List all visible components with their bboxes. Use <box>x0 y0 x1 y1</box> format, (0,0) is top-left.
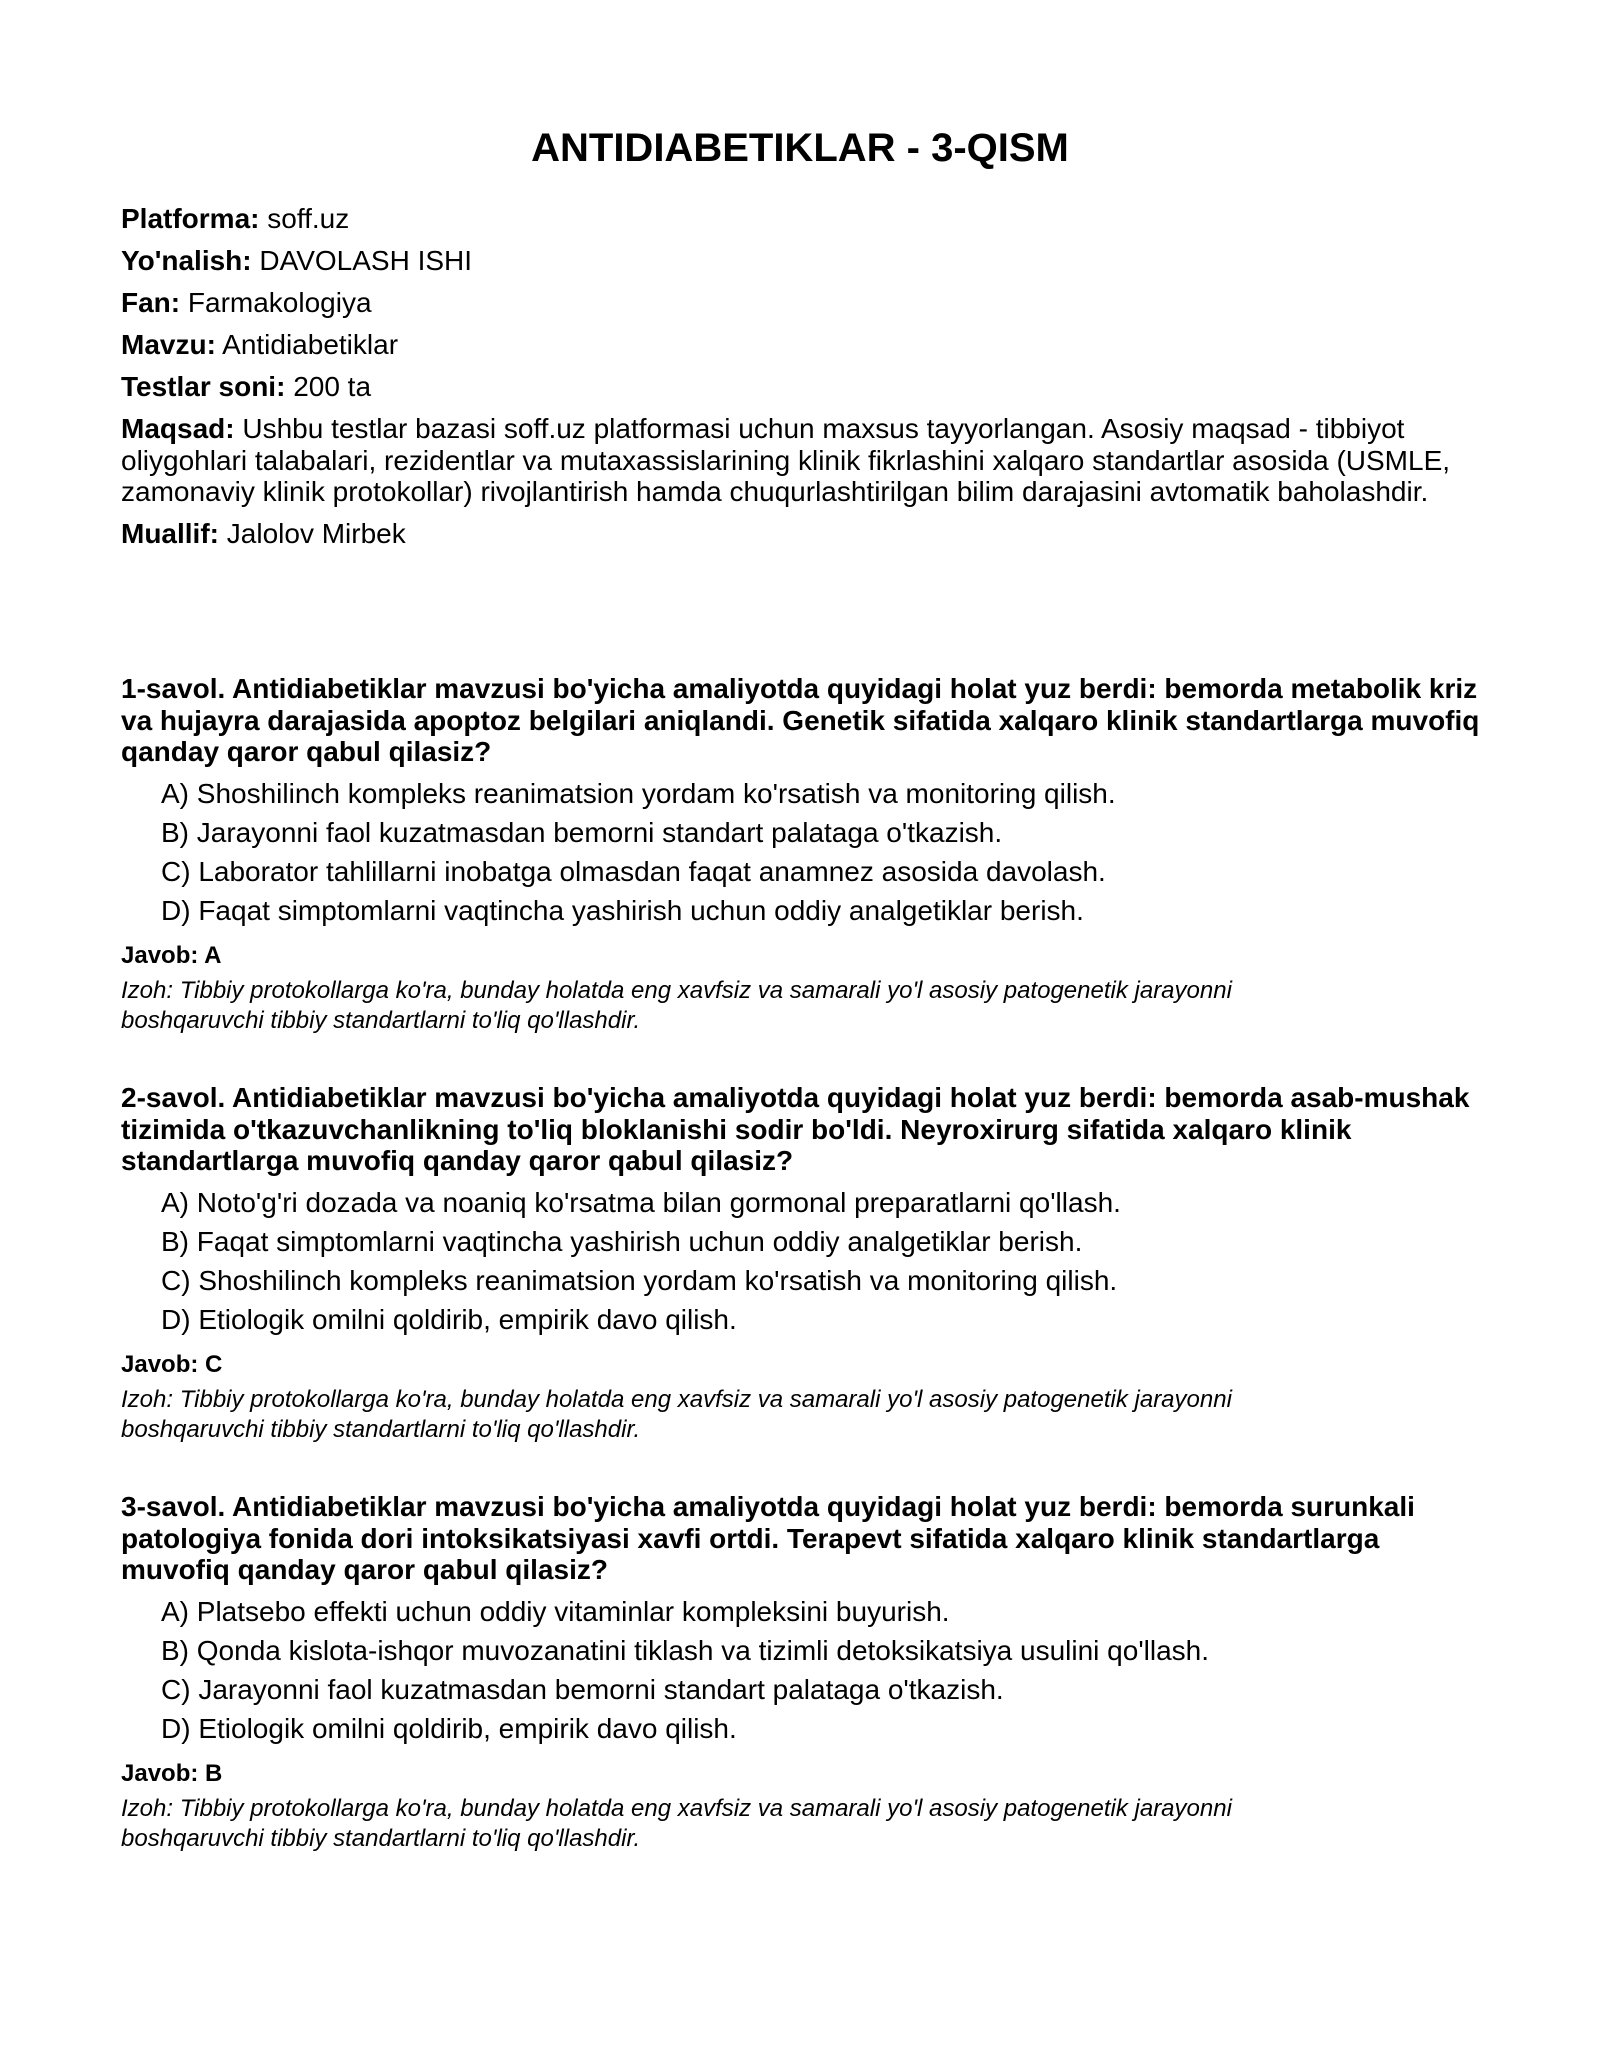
option-b: B) Faqat simptomlarni vaqtincha yashirish uchun oddiy analgetiklar berish. <box>161 1225 1083 1257</box>
question-text: 3-savol. Antidiabetiklar mavzusi bo'yicha amaliyotda quyidagi holat yuz berdi: bemorda surunkali patologiya fonida dori intoksikatsiyasi xavfi ortdi. Terapevt sifatida xalqaro klinik standartlarga muvofiq qanday qaror qabul qilasiz? <box>121 1491 1415 1585</box>
answer-key: Javob: B <box>121 1759 223 1787</box>
option-c: C) Jarayonni faol kuzatmasdan bemorni standart palataga o'tkazish. <box>161 1673 1004 1705</box>
meta-platform <box>121 203 1481 235</box>
meta-platform-label: Platforma: <box>121 203 260 234</box>
meta-direction-value: DAVOLASH ISHI <box>259 245 473 276</box>
meta-goal <box>121 413 1481 508</box>
document-metadata <box>121 203 1481 560</box>
meta-topic-label: Mavzu: <box>121 329 216 360</box>
answer-explanation: Izoh: Tibbiy protokollarga ko'ra, bunday holatda eng xavfsiz va samarali yo'l asosiy patogenetik jarayonni boshqaruvchi tibbiy standartlarni to'liq qo'llashdir. <box>121 976 1232 1034</box>
option-a: A) Noto'g'ri dozada va noaniq ko'rsatma bilan gormonal preparatlarni qo'llash. <box>161 1186 1121 1218</box>
meta-author <box>121 518 1481 550</box>
answer-key: Javob: C <box>121 1350 223 1378</box>
question-text: 1-savol. Antidiabetiklar mavzusi bo'yicha amaliyotda quyidagi holat yuz berdi: bemorda metabolik kriz va hujayra darajasida apoptoz belgilari aniqlandi. Genetik sifatida xalqaro klinik standartlarga muvofiq qanday qaror qabul qilasiz? <box>121 673 1480 767</box>
meta-test-count <box>121 371 1481 403</box>
option-d: D) Faqat simptomlarni vaqtincha yashirish uchun oddiy analgetiklar berish. <box>161 894 1084 926</box>
question-1 <box>121 673 1481 1036</box>
meta-author-value: Jalolov Mirbek <box>226 517 406 549</box>
meta-direction <box>121 245 1481 277</box>
question-text: 2-savol. Antidiabetiklar mavzusi bo'yicha amaliyotda quyidagi holat yuz berdi: bemorda asab-mushak tizimida o'tkazuvchanlikning to'liq bloklanishi sodir bo'ldi. Neyroxirurg sifatida xalqaro klinik standartlarga muvofiq qanday qaror qabul qilasiz? <box>121 1082 1470 1176</box>
meta-test-count-value: 200 ta <box>293 371 372 402</box>
meta-subject-value: Farmakologiya <box>187 287 372 318</box>
meta-goal-label: Maqsad: <box>121 413 235 444</box>
question-2 <box>121 1082 1481 1445</box>
meta-topic-value: Antidiabetiklar <box>222 329 399 360</box>
option-b: B) Jarayonni faol kuzatmasdan bemorni standart palataga o'tkazish. <box>161 816 1003 848</box>
option-d: D) Etiologik omilni qoldirib, empirik davo qilish. <box>161 1303 737 1335</box>
meta-subject <box>121 287 1481 319</box>
document-title: ANTIDIABETIKLAR - 3-QISM <box>531 126 1069 170</box>
option-a: A) Shoshilinch kompleks reanimatsion yordam ko'rsatish va monitoring qilish. <box>161 777 1116 809</box>
answer-explanation: Izoh: Tibbiy protokollarga ko'ra, bunday holatda eng xavfsiz va samarali yo'l asosiy patogenetik jarayonni boshqaruvchi tibbiy standartlarni to'liq qo'llashdir. <box>121 1385 1232 1443</box>
question-3 <box>121 1491 1481 1854</box>
meta-subject-label: Fan: <box>121 287 181 318</box>
meta-direction-label: Yo'nalish: <box>121 245 252 276</box>
answer-explanation: Izoh: Tibbiy protokollarga ko'ra, bunday holatda eng xavfsiz va samarali yo'l asosiy patogenetik jarayonni boshqaruvchi tibbiy standartlarni to'liq qo'llashdir. <box>121 1794 1232 1852</box>
meta-platform-value: soff.uz <box>267 203 350 234</box>
option-a: A) Platsebo effekti uchun oddiy vitaminlar kompleksini buyurish. <box>161 1595 950 1627</box>
meta-goal-value: Ushbu testlar bazasi soff.uz platformasi uchun maxsus tayyorlangan. Asosiy maqsad - tibbiyot oliygohlari talabalari, rezidentlar va mutaxassislarining klinik fikrlashini xalqaro standartlar asosida (USMLE, zamonaviy klinik protokollar) rivojlantirish hamda chuqurlashtirilgan bilim darajasini avtomatik baholashdir. <box>121 413 1451 507</box>
option-c: C) Laborator tahlillarni inobatga olmasdan faqat anamnez asosida davolash. <box>161 855 1106 887</box>
option-c: C) Shoshilinch kompleks reanimatsion yordam ko'rsatish va monitoring qilish. <box>161 1264 1118 1296</box>
meta-author-label: Muallif: <box>121 517 219 549</box>
option-b: B) Qonda kislota-ishqor muvozanatini tiklash va tizimli detoksikatsiya usulini qo'llash. <box>161 1634 1210 1666</box>
answer-key: Javob: A <box>121 941 222 969</box>
meta-test-count-label: Testlar soni: <box>121 371 286 402</box>
meta-topic <box>121 329 1481 361</box>
option-d: D) Etiologik omilni qoldirib, empirik davo qilish. <box>161 1712 737 1744</box>
